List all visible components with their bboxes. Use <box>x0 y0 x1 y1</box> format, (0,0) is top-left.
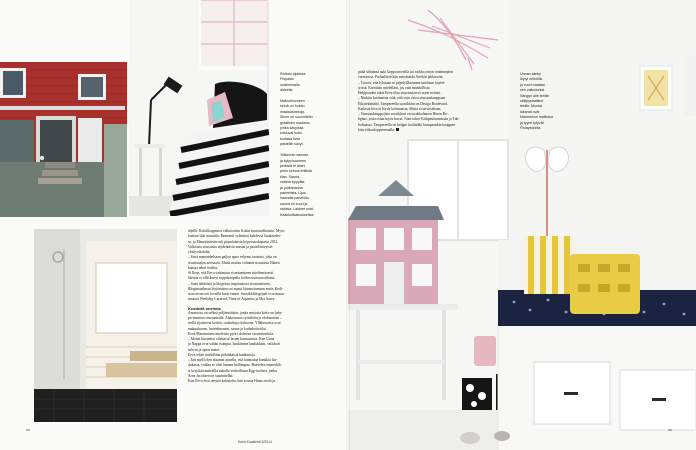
caption-line: tekille. Mustat <box>520 104 542 109</box>
caption-line: jonka sävyissä <box>280 126 304 131</box>
caption-line: kodissa tutut <box>280 136 301 141</box>
body-line: Kun Eeva etsii tietynä kalustetta, hän seuraa Huuto.netiä ja <box>188 379 276 383</box>
body-line: Kaikista kiva ei löydy kotimaasta, Mutta ei tarvitsekaan. <box>358 106 442 111</box>
spread-gutter <box>346 0 350 450</box>
caption-line: sen valkoiseksi. <box>520 88 546 93</box>
body-line: – Toivon, että lyhtiaan se pöpelyllksemme mielizun käyttä- <box>358 80 446 85</box>
body-line: yksityiskohdat. <box>188 250 211 254</box>
bedroom-illustration <box>129 0 269 216</box>
caption-line: Pispalan <box>280 77 294 82</box>
caption-line: Unnan sänky <box>520 72 541 76</box>
house-exterior-photo <box>0 62 127 217</box>
kids-room-photo <box>348 0 696 450</box>
sauna-photo <box>34 229 177 422</box>
caption-line: ja kylpyhuoneen <box>280 158 306 163</box>
photo-caption-right <box>520 72 570 131</box>
caption-line: pelkistä ei aluet <box>280 163 305 168</box>
caption-line: pastellin sävyt. <box>280 142 304 147</box>
body-line: äljellä. Kohtilkappiatot valkoisettin Kokin muttavalkoisiin. Myös <box>188 229 285 233</box>
body-line: makuuhuone, lastenhuoneet, sauna ja kodinhoitotilat. <box>188 326 267 331</box>
body-line: sisustusalan artesaani. Mutta muistu valinnat sisustusta Hänen <box>188 260 280 265</box>
wall-lamp <box>40 156 44 160</box>
body-line: Si Ilose, että Eeva suhtautuu sisustamiseen intohimoisesti. <box>188 271 274 275</box>
right-page <box>348 0 696 450</box>
body-line: – Sisustuskauppojista suosikkini on turukkalainen Hiuon Bo- <box>358 112 449 116</box>
body-line: sista aivan erit leveillä kutsi ennen. Suosikkiblogejani ovat muun <box>188 292 284 296</box>
body-line: sohvat ja apeat matot. <box>188 347 221 352</box>
body-line: – Ninkiin kotimaisia siitä, että voin ostoa sisustuskauppaan <box>358 96 446 101</box>
caption-line: ja putkahanna <box>280 185 303 190</box>
caption-line: lakanat ovat <box>520 109 540 114</box>
house-exterior-illustration <box>0 62 127 217</box>
body-line: holmassa. Tampereella on helppo kotilaikki kumpaankin kauppaa- <box>358 122 456 127</box>
caption-line: Finlaysonilta. <box>520 126 541 131</box>
body-line: Eeva tekee mielellään pitkäikäisiä hankintoja. <box>188 352 256 357</box>
body-line: si korjaktivaatteiella nahalla verhoillusta Egg-tuolista, jonka <box>188 368 277 373</box>
caption-line: Sinne on suunniteltu <box>280 115 313 120</box>
body-line: varastossa. Parhaillaan hän metsäsätää Artekin jakkaroita. <box>358 75 444 80</box>
body-line: muassa Weekday Carnival, Time of Aquarius ja Mrs Jones. <box>188 297 276 302</box>
caption-line: Sängyn alle tehtiin <box>520 93 550 98</box>
caption-line: ja tyynit tytyvät <box>520 120 544 125</box>
magazine-footer: Kotin Kuvalehti 3/2014 <box>238 440 272 444</box>
body-line: siellä sijaitsevat keittiö, ruokailuja olohuone. Ylläkerrassa ovat <box>188 321 281 326</box>
end-mark-icon <box>396 128 399 131</box>
caption-line: tilan. Sauna, <box>280 174 300 179</box>
caption-line: Rivitalo sijaitsee <box>280 72 306 76</box>
body-line: kiin viikonloppuemaalla. <box>358 127 395 132</box>
photo-caption-left <box>280 72 342 218</box>
bedroom-photo <box>129 0 269 216</box>
body-line: – Monet huonetiat oilettavat lasten kanvomista. Kun Unna <box>188 337 275 341</box>
body-line: – Saan tehdäistä ja blogeista inspiraatiota sisustamiseen. <box>188 281 272 286</box>
body-line: Ideoita ei ollit kertyt roppakaupalla koilin etsiessän aikana. <box>188 276 276 281</box>
body-line: – Saisi mamanhelsaan paljon apua veljensi tuusinta, joka on <box>188 255 277 260</box>
article-body-left <box>188 229 344 384</box>
caption-line: löytyi mököltä, <box>520 77 543 82</box>
caption-line: Makuuhuoneen <box>280 99 305 104</box>
caption-line: Marimekon mallistoa <box>520 115 553 120</box>
body-line: po muuttaa sisustamalla. Alakerrassa syötäkäin ja olohuoneen – <box>188 316 283 320</box>
kids-room-illustration <box>348 0 696 450</box>
caption-line: seinä on forsan <box>280 104 305 109</box>
caption-line: säilytyslaatikot <box>520 99 544 104</box>
body-line: pitää silmänsä auki kirppotorveilla tai vaikka onion ronbenepien <box>358 70 453 74</box>
article-body-right <box>358 70 508 133</box>
caption-line: valoisa. Laiduet ovat <box>280 207 313 212</box>
body-line: Anonuosa on selkeä pöljäestäisiin, jonka ansiosta koito on help- <box>188 310 283 315</box>
caption-line: maalaushintoja. <box>280 109 306 114</box>
body-line: Helppouden takiä Eeva tilaa sisustustarvot usein netistä. <box>358 91 441 95</box>
caption-line: alueella. <box>280 88 294 93</box>
caption-line: paneelista. Ujuo, <box>280 190 307 195</box>
body-line: Eeva Mauriminen mieleisin pyöri olohieen sisustukseksta. <box>188 331 275 336</box>
striped-cushion <box>524 236 574 294</box>
body-line: bghus, josta ostan myös kuvat. Nam tukee Kirkpeuhunnissan ja Tuk- <box>358 117 460 122</box>
caption-line: sauna on suuri ja <box>280 201 308 206</box>
body-line: Eiliatekimäitä. Tampereella suosikkini on Design Boulevard. <box>358 101 448 106</box>
caption-line: toistuvat koko <box>280 131 302 136</box>
page-number-left: xx <box>26 428 30 432</box>
caption-line: graafinen maalaus, <box>280 120 311 125</box>
caption-line: perin keinoa erillistä <box>280 169 312 174</box>
caption-line: Kaakkolikainukseista. <box>280 212 315 217</box>
body-line: sa, ja Mauritinäisiin tuli pispalalaisia kypyssarakapasta 2012. <box>188 239 279 244</box>
body-line: – Jäit mylli olen aikamat ajatella, että kannattaa hankkia laa- <box>188 358 278 362</box>
caption-line: vaiteta kylpyilta <box>280 180 305 185</box>
sauna-illustration <box>34 229 177 422</box>
caption-line: ja vuori maalasi <box>520 82 545 87</box>
caption-line: haavalla paneloitu <box>280 196 309 201</box>
body-line: ja Nappa ovat vähän isompia, hankimme laadukkaat, valiokset <box>188 342 281 347</box>
body-line: dukasta, vaikka se olisi hinnan kalliimpaa. Haavelen esimerkik- <box>188 363 283 368</box>
caption-line: Yläkerran saunan <box>280 153 309 158</box>
body-line: tyissä. Kierrätän mielelläni, jos vain mahdollista. <box>358 85 431 90</box>
body-line: kuetaat tilat muuttiin. Remontti valmistui kahdessa kuukaudes- <box>188 234 282 239</box>
section-subheading: Kestäviä unelmia <box>188 305 221 311</box>
caption-line: uudemmalla <box>280 82 300 87</box>
body-line: Valkoista sisustusta täydentävät mustat ja pastellisävyiset <box>188 244 273 249</box>
body-line: kanssa tehtii itseltin. <box>188 265 219 270</box>
body-line: Arne Jacobsen on suunnitellut. <box>188 373 234 378</box>
page-number-right: xx <box>668 428 672 432</box>
body-line: Blogimaailmaa löytämisen sai minut kiinnostumaan myös Kodi- <box>188 286 284 291</box>
